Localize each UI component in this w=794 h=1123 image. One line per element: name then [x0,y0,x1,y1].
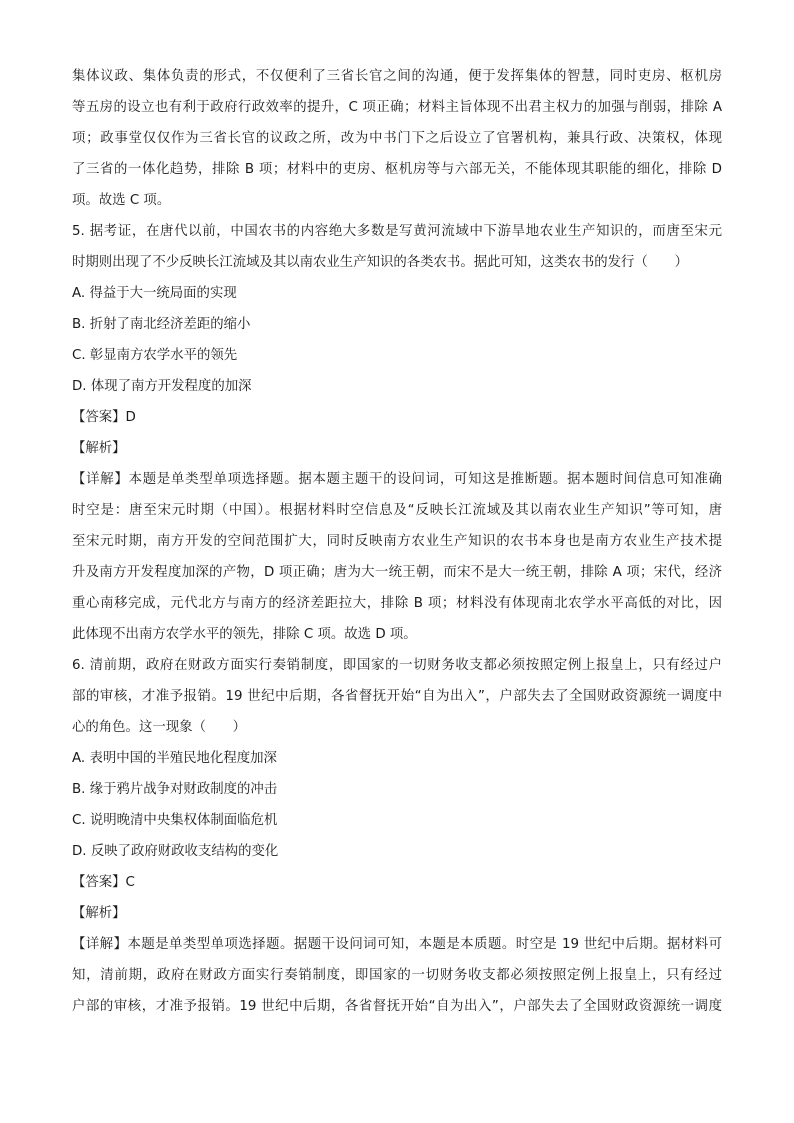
question-5-detail: 【详解】本题是单类型单项选择题。据本题主题干的设问词，可知这是推断题。据本题时间信息可知准确 [72,472,722,487]
question-6-detail: 户部的审核，才准予报销。19 世纪中后期，各省督抚开始“自为出入”，户部失去了全国财政资源统一调度 [72,999,722,1014]
question-5-stem: 时期则出现了不少反映长江流域及其以南农业生产知识的各类农书。据此可知，这类农书的发行（ ） [72,255,688,270]
question-5-option-c: C. 彰显南方农学水平的领先 [72,348,238,363]
question-5-detail: 至宋元时期，南方开发的空间范围扩大，同时反映南方农业生产知识的农书本身也是南方农业生产技术提 [72,534,722,549]
question-6-detail: 【详解】本题是单类型单项选择题。据题干设问词可知，本题是本质题。时空是 19 世纪中后期。据材料可 [72,937,722,952]
question-5-answer: 【答案】D [72,410,136,425]
question-5-option-d: D. 体现了南方开发程度的加深 [72,379,252,394]
question-6-option-b: B. 缘于鸦片战争对财政制度的冲击 [72,782,278,797]
question-6-option-d: D. 反映了政府财政收支结构的变化 [72,844,279,859]
question-6-answer: 【答案】C [72,875,135,890]
question-5-option-b: B. 折射了南北经济差距的缩小 [72,317,251,332]
text-line: 项；政事堂仅仅作为三省长官的议政之所，改为中书门下之后设立了官署机构，兼具行政、决策权，体现 [72,131,722,146]
question-6-option-a: A. 表明中国的半殖民地化程度加深 [72,751,277,766]
question-5-stem: 5. 据考证，在唐代以前，中国农书的内容绝大多数是写黄河流域中下游旱地农业生产知识的，而唐至宋元 [72,224,722,239]
question-6-analysis-label: 【解析】 [72,906,126,921]
text-line: 了三省的一体化趋势，排除 B 项；材料中的吏房、枢机房等与六部无关，不能体现其职能的细化，排除 D [72,162,722,177]
question-6-detail: 知，清前期，政府在财政方面实行奏销制度，即国家的一切财务收支都必须按照定例上报皇上，只有经过 [72,968,722,983]
question-5-detail: 此体现不出南方农学水平的领先，排除 C 项。故选 D 项。 [72,627,417,642]
question-5-detail: 升及南方开发程度加深的产物，D 项正确；唐为大一统王朝，而宋不是大一统王朝，排除 A 项；宋代，经济 [72,565,722,580]
question-6-stem: 部的审核，才准予报销。19 世纪中后期，各省督抚开始“自为出入”，户部失去了全国财政资源统一调度中 [72,689,722,704]
question-5-detail: 重心南移完成，元代北方与南方的经济差距拉大，排除 B 项；材料没有体现南北农学水平高低的对比，因 [72,596,722,611]
text-line: 项。故选 C 项。 [72,193,171,208]
text-line: 等五房的设立也有利于政府行政效率的提升，C 项正确；材料主旨体现不出君主权力的加强与削弱，排除 A [72,100,722,115]
question-5-analysis-label: 【解析】 [72,441,126,456]
question-6-option-c: C. 说明晚清中央集权体制面临危机 [72,813,278,828]
text-line: 集体议政、集体负责的形式，不仅便利了三省长官之间的沟通，便于发挥集体的智慧，同时吏房、枢机房 [72,69,722,84]
question-5-detail: 时空是：唐至宋元时期（中国）。根据材料时空信息及“反映长江流域及其以南农业生产知识”等可知，唐 [72,503,722,518]
question-6-stem: 6. 清前期，政府在财政方面实行奏销制度，即国家的一切财务收支都必须按照定例上报皇上，只有经过户 [72,658,722,673]
page-content [72,61,722,1022]
question-5-option-a: A. 得益于大一统局面的实现 [72,286,237,301]
question-6-stem: 心的角色。这一现象（ ） [72,720,247,735]
